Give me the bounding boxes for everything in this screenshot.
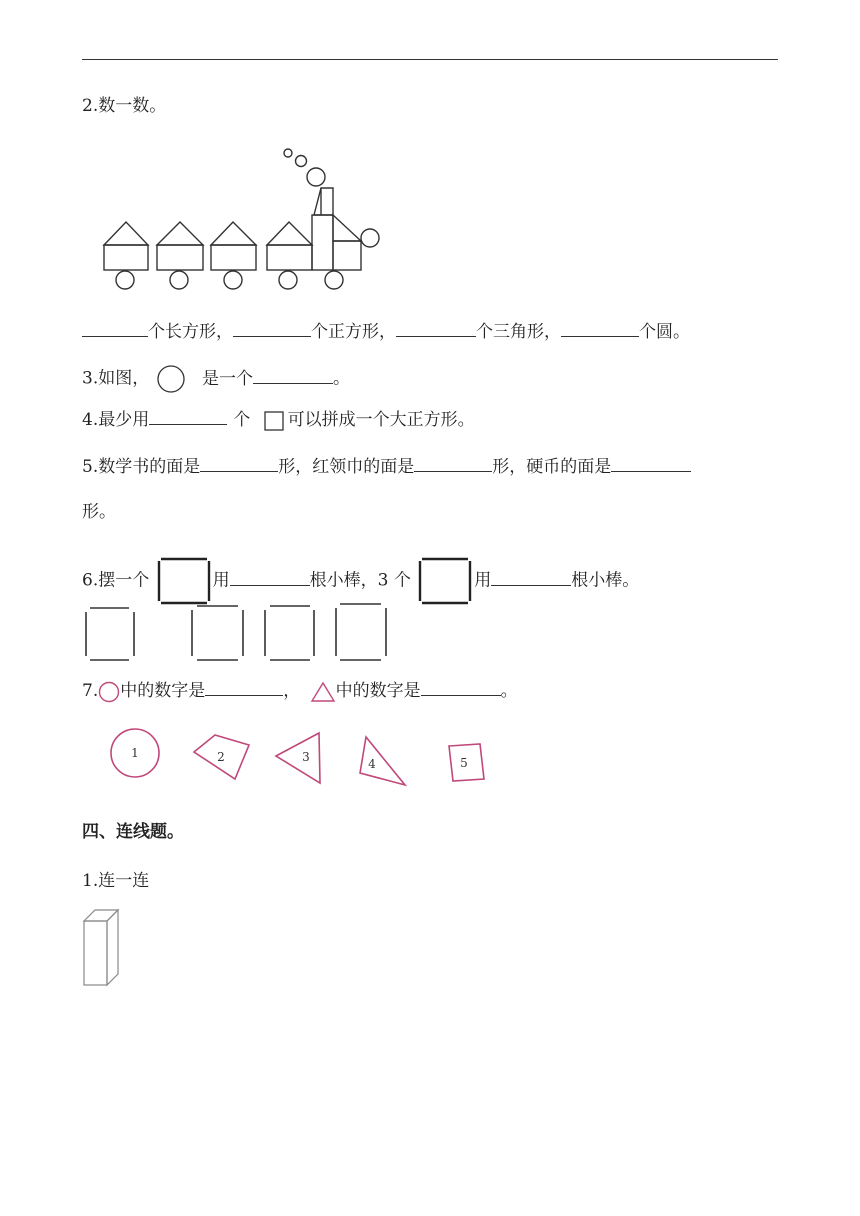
s4q1-title: 1.连一连 [82,871,150,891]
q2-title: 2.数一数。 [82,96,167,116]
section-title: 四、连线题。 [82,822,184,842]
shape-number: 3 [302,750,310,764]
answer-blank[interactable] [414,455,492,472]
q2-part: 个三角形， [476,322,561,342]
answer-blank[interactable] [611,455,691,472]
pink-triangle-icon [310,681,336,703]
answer-blank[interactable] [253,367,333,384]
q5-line-2: 形。 [82,502,116,522]
answer-blank[interactable] [149,408,227,425]
small-square-icon [262,409,288,433]
q3-line: 3.如图， 是一个 。 [82,364,350,394]
answer-blank[interactable] [491,569,571,586]
header-rule [82,59,778,60]
stick-square-icon [416,556,474,606]
q4-line: 4.最少用 个 可以拼成一个大正方形。 [82,408,475,433]
circle-shape-icon [155,364,189,394]
q5-line: 5.数学书的面是 形，红领巾的面是 形，硬币的面是 [82,455,691,479]
q2-answer-line [82,320,690,344]
shape-number: 5 [460,756,468,770]
q2-part: 个圆。 [639,322,690,342]
q6-line: 6.摆一个 用 根小棒，3 个 用 根小棒。 [82,556,639,606]
shape-number: 2 [217,750,225,764]
answer-blank[interactable] [230,569,310,586]
q2-part: 个正方形， [311,322,396,342]
stick-square-icon [155,556,213,606]
pink-circle-icon [98,681,120,703]
answer-blank[interactable] [396,320,476,337]
answer-blank[interactable] [205,679,283,696]
answer-blank[interactable] [200,455,278,472]
answer-blank[interactable] [233,320,311,337]
answer-blank[interactable] [421,679,501,696]
answer-blank[interactable] [82,320,148,337]
q7-line: 7. 中的数字是 ， 中的数字是 。 [82,681,518,701]
answer-blank[interactable] [561,320,639,337]
q2-part: 个长方形， [148,322,233,342]
shape-number: 1 [131,746,139,760]
shape-number: 4 [368,757,376,771]
